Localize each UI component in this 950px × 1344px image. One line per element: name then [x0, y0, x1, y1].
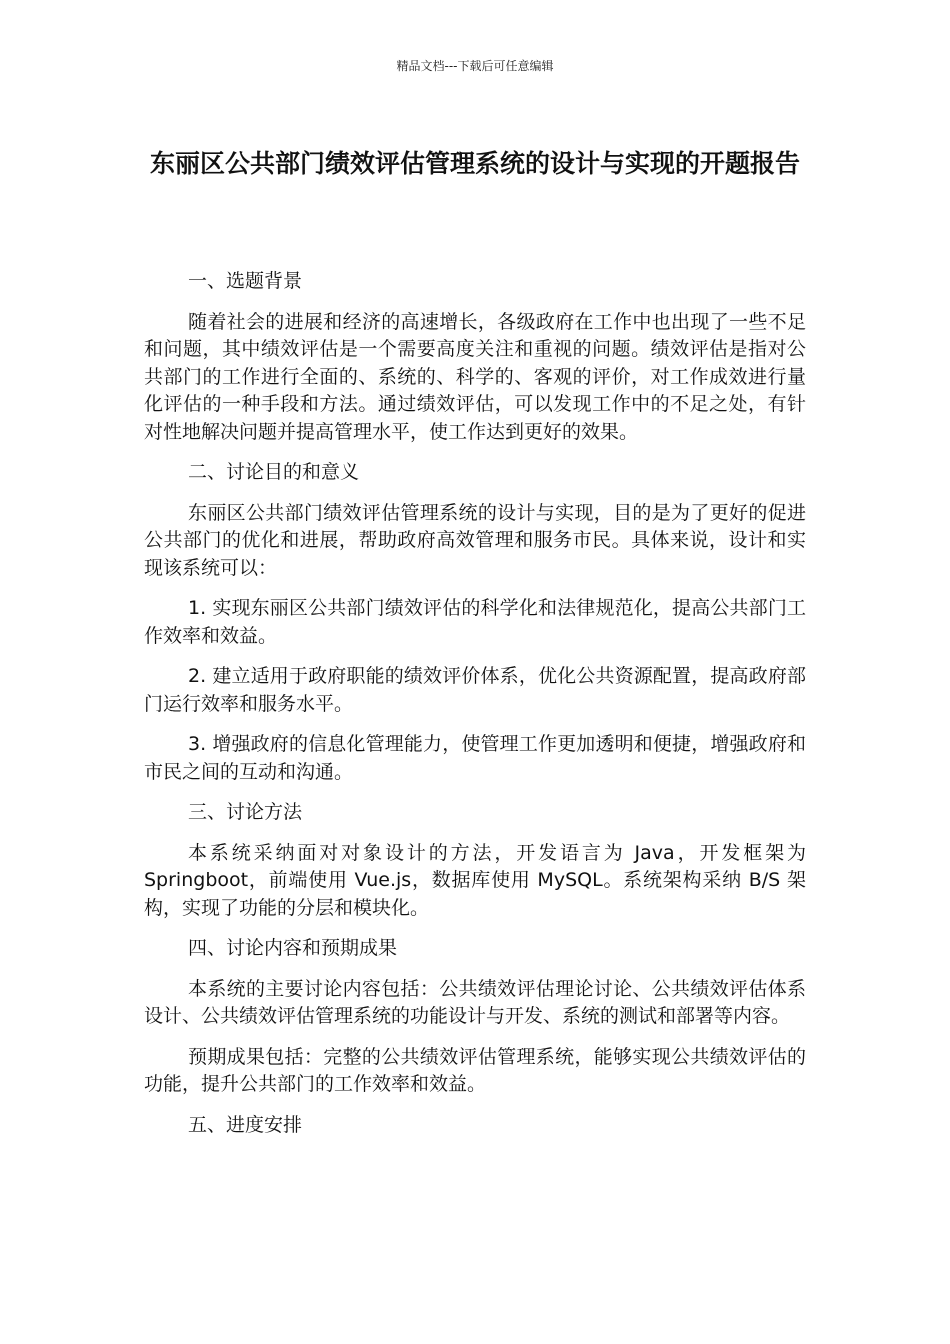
section-heading-background: 一、选题背景 [188, 270, 303, 292]
section-heading-content: 四、讨论内容和预期成果 [188, 937, 398, 959]
method-paragraph: 本系统采纳面对对象设计的方法，开发语言为 Java，开发框架为 Springboot，前端使用 Vue.js，数据库使用 MySQL。系统架构采纳 B/S 架构，实现了功能的分层和模块化。 [144, 841, 806, 919]
document-body [144, 268, 806, 1152]
content-paragraph: 本系统的主要讨论内容包括：公共绩效评估理论讨论、公共绩效评估体系设计、公共绩效评估管理系统的功能设计与开发、系统的测试和部署等内容。 [144, 977, 806, 1027]
section-heading-purpose: 二、讨论目的和意义 [188, 461, 360, 483]
section-heading-method: 三、讨论方法 [188, 801, 303, 823]
purpose-item-1: 1. 实现东丽区公共部门绩效评估的科学化和法律规范化，提高公共部门工作效率和效益。 [144, 597, 806, 647]
page-header: 精品文档---下载后可任意编辑 [396, 59, 554, 73]
section-heading-schedule: 五、进度安排 [188, 1113, 303, 1136]
expected-results-paragraph: 预期成果包括：完整的公共绩效评估管理系统，能够实现公共绩效评估的功能，提升公共部门的工作效率和效益。 [144, 1045, 806, 1095]
document-title: 东丽区公共部门绩效评估管理系统的设计与实现的开题报告 [149, 149, 800, 178]
purpose-item-3: 3. 增强政府的信息化管理能力，使管理工作更加透明和便捷，增强政府和市民之间的互动和沟通。 [144, 733, 806, 783]
background-paragraph: 随着社会的进展和经济的高速增长，各级政府在工作中也出现了一些不足和问题，其中绩效评估是一个需要高度关注和重视的问题。绩效评估是指对公共部门的工作进行全面的、系统的、科学的、客观的评价，对工作成效进行量化评估的一种手段和方法。通过绩效评估，可以发现工作中的不足之处，有针对性地解决问题并提高管理水平，使工作达到更好的效果。 [144, 310, 806, 443]
purpose-paragraph: 东丽区公共部门绩效评估管理系统的设计与实现，目的是为了更好的促进公共部门的优化和进展，帮助政府高效管理和服务市民。具体来说，设计和实现该系统可以： [144, 501, 806, 579]
purpose-item-2: 2. 建立适用于政府职能的绩效评价体系，优化公共资源配置，提高政府部门运行效率和服务水平。 [144, 665, 806, 715]
